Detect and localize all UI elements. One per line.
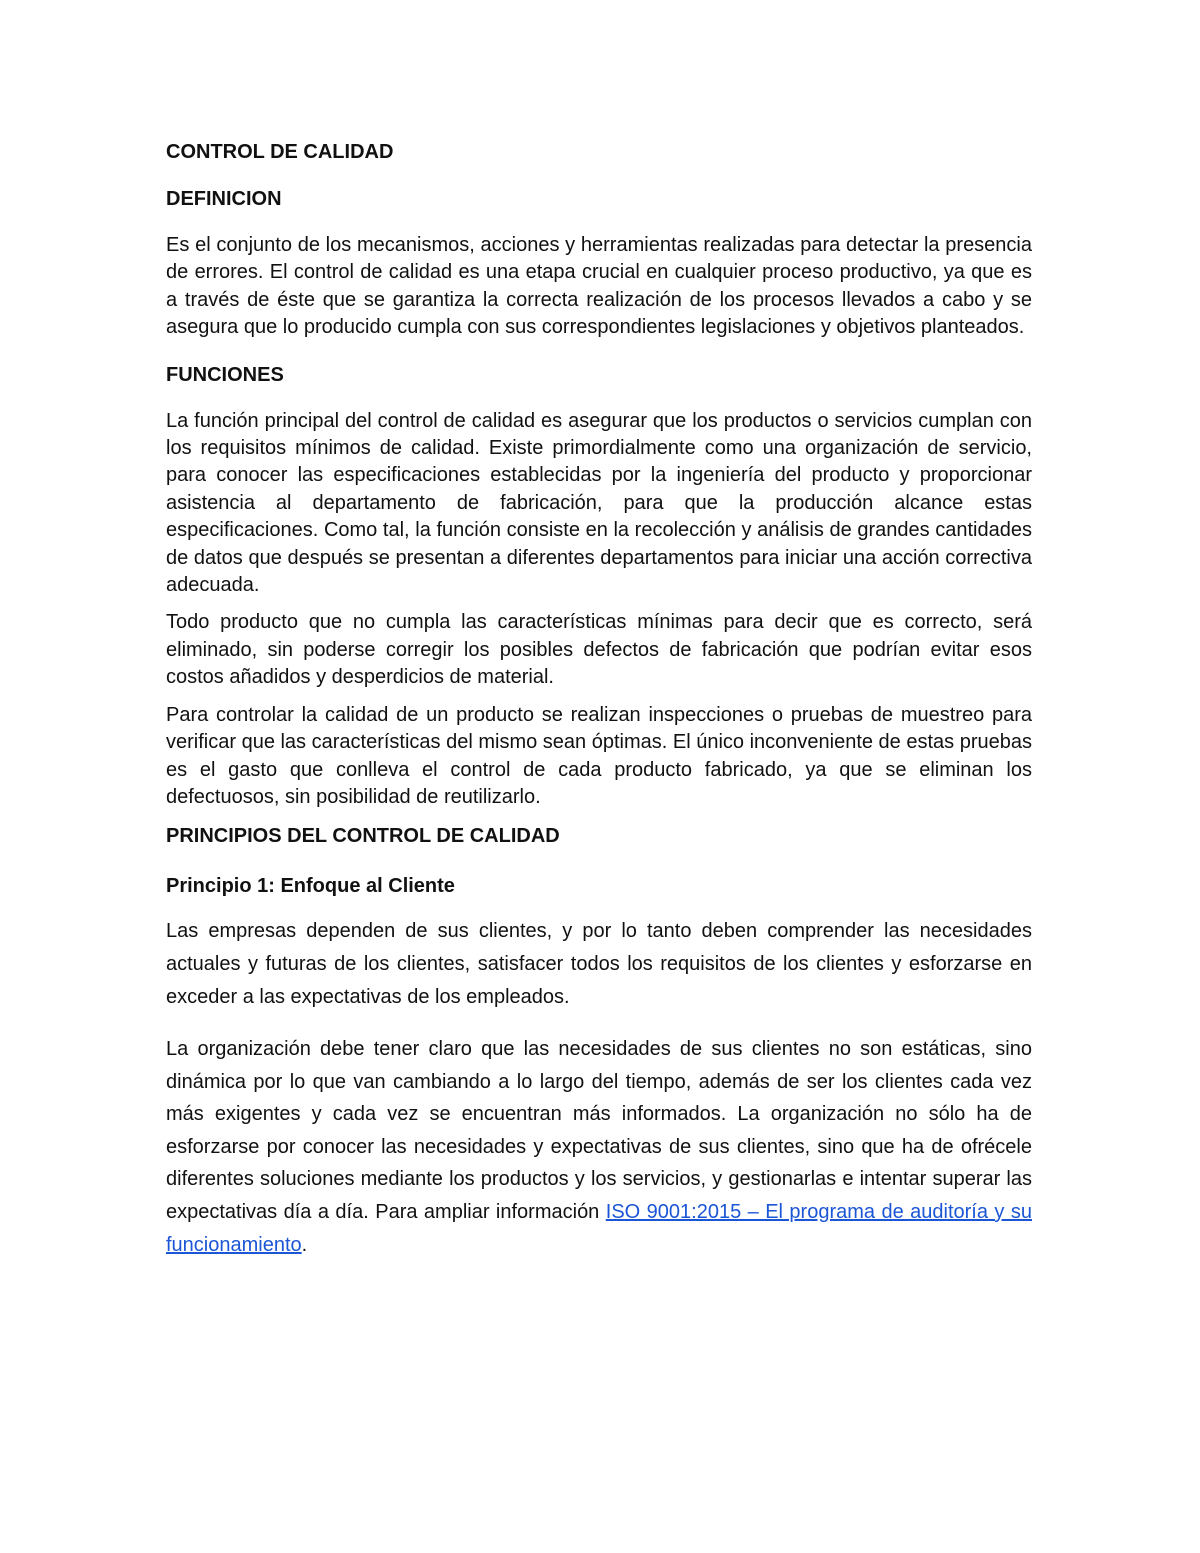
heading-principio-1: Principio 1: Enfoque al Cliente [166, 875, 455, 898]
paragraph-principio-1-a: Las empresas dependen de sus clientes, y por lo tanto deben comprender las necesidades actuales y futuras de los clientes, satisfacer todos los requisitos de los clientes y esforzarse en exceder a las expectativas de los empleados. [166, 920, 1032, 1008]
iso-9001-link[interactable]: ISO 9001:2015 – El programa de auditoría y su funcionamiento [166, 1201, 1032, 1256]
paragraph-definicion: Es el conjunto de los mecanismos, acciones y herramientas realizadas para detectar la presencia de errores. El control de calidad es una etapa crucial en cualquier proceso productivo, ya que es a través de éste que se garantiza la correcta realización de los procesos llevados a cabo y se asegura que lo producido cumpla con sus correspondientes legislaciones y objetivos planteados. [166, 234, 1032, 339]
paragraph-funciones-1: La función principal del control de calidad es asegurar que los productos o servicios cumplan con los requisitos mínimos de calidad. Existe primordialmente como una organización de servicio, para conocer las especificaciones establecidas por la ingeniería del producto y proporcionar asistencia al departamento de fabricación, para que la producción alcance estas especificaciones. Como tal, la función consiste en la recolección y análisis de grandes cantidades de datos que después se presentan a diferentes departamentos para iniciar una acción correctiva adecuada. [166, 409, 1032, 597]
paragraph-principio-1-b-text: La organización debe tener claro que las necesidades de sus clientes no son estáticas, sino dinámica por lo que van cambiando a lo largo del tiempo, además de ser los clientes cada vez más exigentes y cada vez se encuentran más informados. La organización no sólo ha de esforzarse por conocer las necesidades y expectativas de sus clientes, sino que ha de ofrécele diferentes soluciones mediante los productos y los servicios, y gestionarlas e intentar superar las expectativas día a día. Para ampliar información [166, 1038, 1032, 1224]
heading-definicion: DEFINICION [166, 188, 282, 210]
document-page [166, 139, 1032, 1261]
paragraph-end-period: . [301, 1233, 308, 1256]
paragraph-funciones-3: Para controlar la calidad de un producto se realizan inspecciones o pruebas de muestreo para verificar que las características del mismo sean óptimas. El único inconveniente de estas pruebas es el gasto que conlleva el control de cada producto fabricado, ya que se eliminan los defectuosos, sin posibilidad de reutilizarlo. [166, 703, 1032, 808]
heading-principios: PRINCIPIOS DEL CONTROL DE CALIDAD [166, 825, 560, 848]
paragraph-funciones-2: Todo producto que no cumpla las características mínimas para decir que es correcto, será eliminado, sin poderse corregir los posibles defectos de fabricación que podrían evitar esos costos añadidos y desperdicios de material. [166, 611, 1032, 689]
paragraph-principio-1-b [166, 1033, 1032, 1261]
document-title: CONTROL DE CALIDAD [166, 141, 394, 163]
heading-funciones: FUNCIONES [166, 363, 284, 386]
